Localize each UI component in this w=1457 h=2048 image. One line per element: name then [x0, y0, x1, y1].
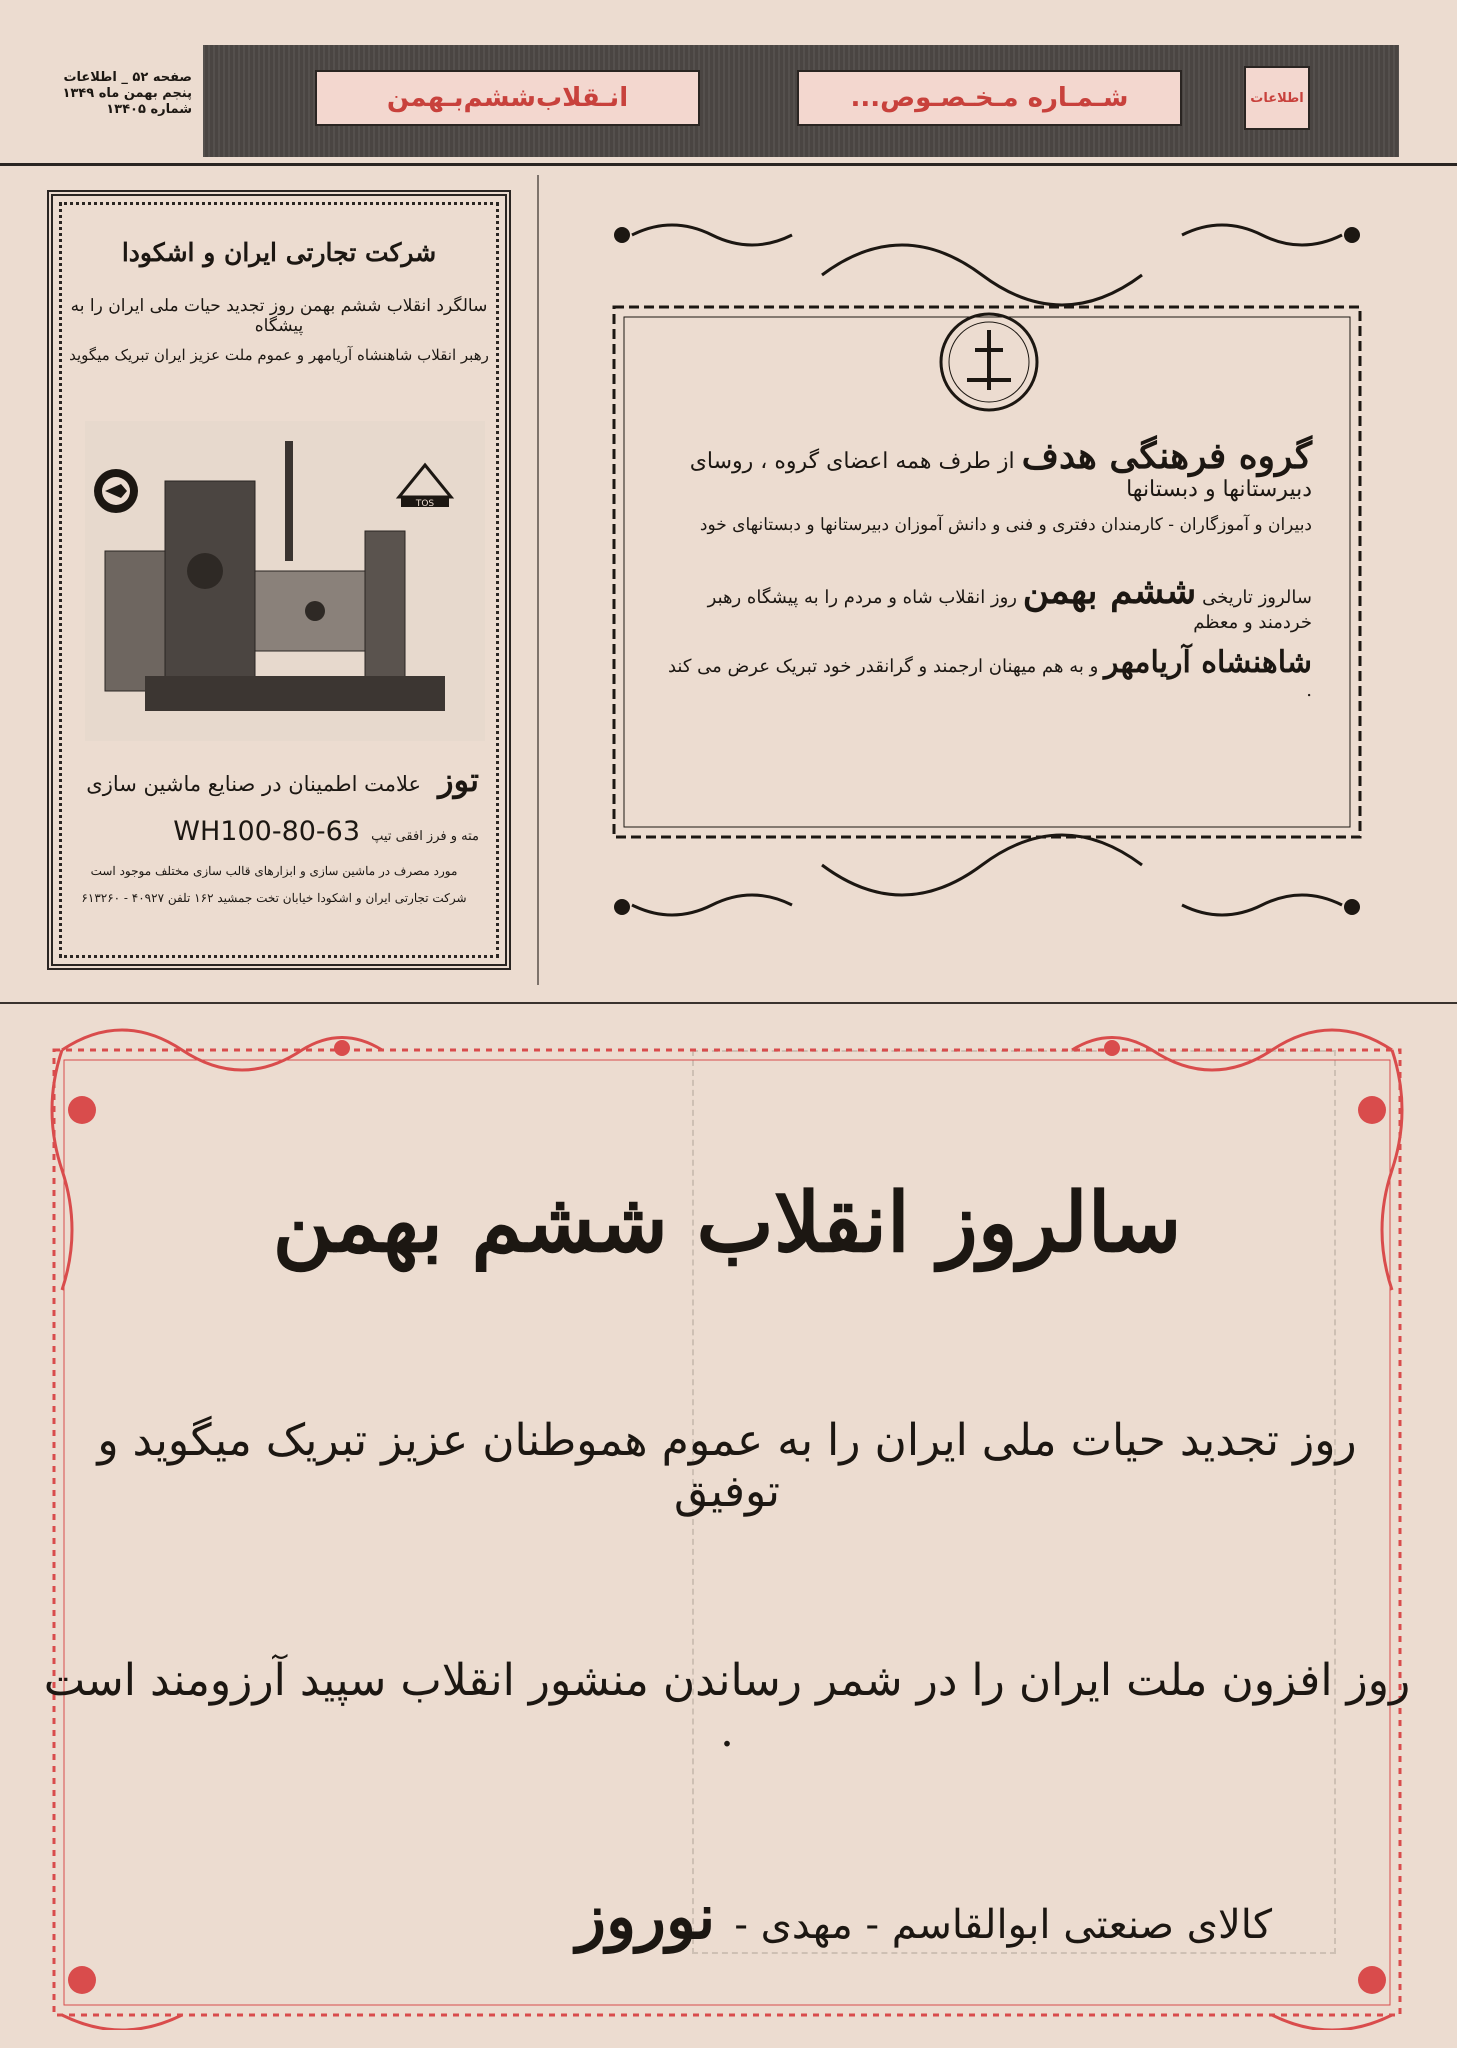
model-line — [79, 816, 479, 847]
ad-greeting-line-1: سالگرد انقلاب ششم بهمن روز تجدید حیات ملی ایران را به پیشگاه — [70, 296, 488, 336]
ad-greeting-line-2: رهبر انقلاب شاهنشاه آریامهر و عموم ملت عزیز ایران تبریک میگوید — [69, 346, 489, 364]
skoda-logo-icon — [91, 466, 141, 516]
announcement-honoree: شاهنشاه آریامهر — [1104, 645, 1312, 680]
tos-label: TOS — [415, 499, 435, 509]
ad-body-line-1: روز تجدید حیات ملی ایران را به عموم هموطنان عزیز تبریک میگوید و توفیق — [97, 1415, 1357, 1517]
brand-line — [79, 761, 479, 799]
announcement-line-3-pre: سالروز تاریخی — [1202, 587, 1312, 608]
ad-usage-text: مورد مصرف در ماشین سازی و ابزارهای قالب سازی مختلف موجود است — [90, 864, 458, 878]
ad-signature — [172, 1880, 1272, 1953]
ad-body-line-2: روز افزون ملت ایران را در شمر رساندن منشور انقلاب سپید آرزومند است . — [43, 1655, 1411, 1757]
newspaper-logo — [1244, 66, 1310, 130]
announcement-line-4 — [662, 645, 1312, 701]
announcement-line-4-rest: و به هم میهنان ارجمند و گرانقدر خود تبریک عرض می کند . — [667, 656, 1312, 701]
page-number: صفحه ۵۲ _ اطلاعات — [63, 70, 192, 85]
announcement-date: ششم بهمن — [1022, 570, 1197, 612]
newspaper-logo-text: اطلاعات — [1250, 90, 1304, 106]
column-divider — [537, 175, 539, 985]
announcement-line-1 — [662, 435, 1312, 502]
brand-slogan: علامت اطمینان در صنایع ماشین سازی — [86, 772, 422, 796]
group-name: گروه فرهنگی هدف — [1021, 435, 1312, 477]
red-ornamental-border — [42, 1020, 1412, 2030]
signature-company: کالای صنعتی ابوالقاسم - مهدی - — [734, 1902, 1272, 1948]
signature-brand: نوروز — [576, 1880, 716, 1953]
announcement-line-1-rest: از طرف همه اعضای گروه ، روسای دبیرستانها و دبستانها — [689, 449, 1312, 502]
section-divider — [0, 1002, 1457, 1004]
hadaf-emblem-icon — [937, 310, 1042, 415]
model-number: WH100-80-63 — [173, 816, 361, 847]
header-title-special-issue: شـمـاره مـخـصـوص... — [797, 70, 1182, 126]
announcement-line-3 — [662, 570, 1312, 633]
issue-date: پنجم بهمن ماه ۱۳۴۹ — [62, 86, 192, 101]
ad-company-title: شرکت تجارتی ایران و اشکودا — [121, 238, 437, 267]
header-divider — [0, 163, 1457, 166]
page-info — [22, 70, 192, 118]
announcement-line-2: دبیران و آموزگاران - کارمندان دفتری و فنی و دانش آموزان دبیرستانها و دبستانهای خود — [699, 515, 1312, 535]
model-label: مته و فرز افقی تیپ — [371, 829, 479, 844]
ad-headline: سالروز انقلاب ششم بهمن — [272, 1175, 1182, 1271]
hadaf-announcement — [602, 215, 1372, 930]
tos-logo-icon — [395, 461, 455, 509]
header-title-revolution: انـقلاب‌ششم‌بـهمن — [315, 70, 700, 126]
issue-number: شماره ۱۳۴۰۵ — [106, 102, 192, 117]
ad-skoda-tos — [47, 190, 511, 970]
nowruz-advertisement — [42, 1020, 1412, 2030]
announcement-line-3-post: روز انقلاب شاه و مردم را به پیشگاه رهبر خردمند و معظم — [707, 587, 1312, 633]
brand-name: توز — [438, 761, 479, 799]
ad-address-text: شرکت تجارتی ایران و اشکودا خیابان تخت جمشید ۱۶۲ تلفن ۴۰۹۲۷ - ۶۱۳۲۶۰ — [81, 891, 467, 905]
